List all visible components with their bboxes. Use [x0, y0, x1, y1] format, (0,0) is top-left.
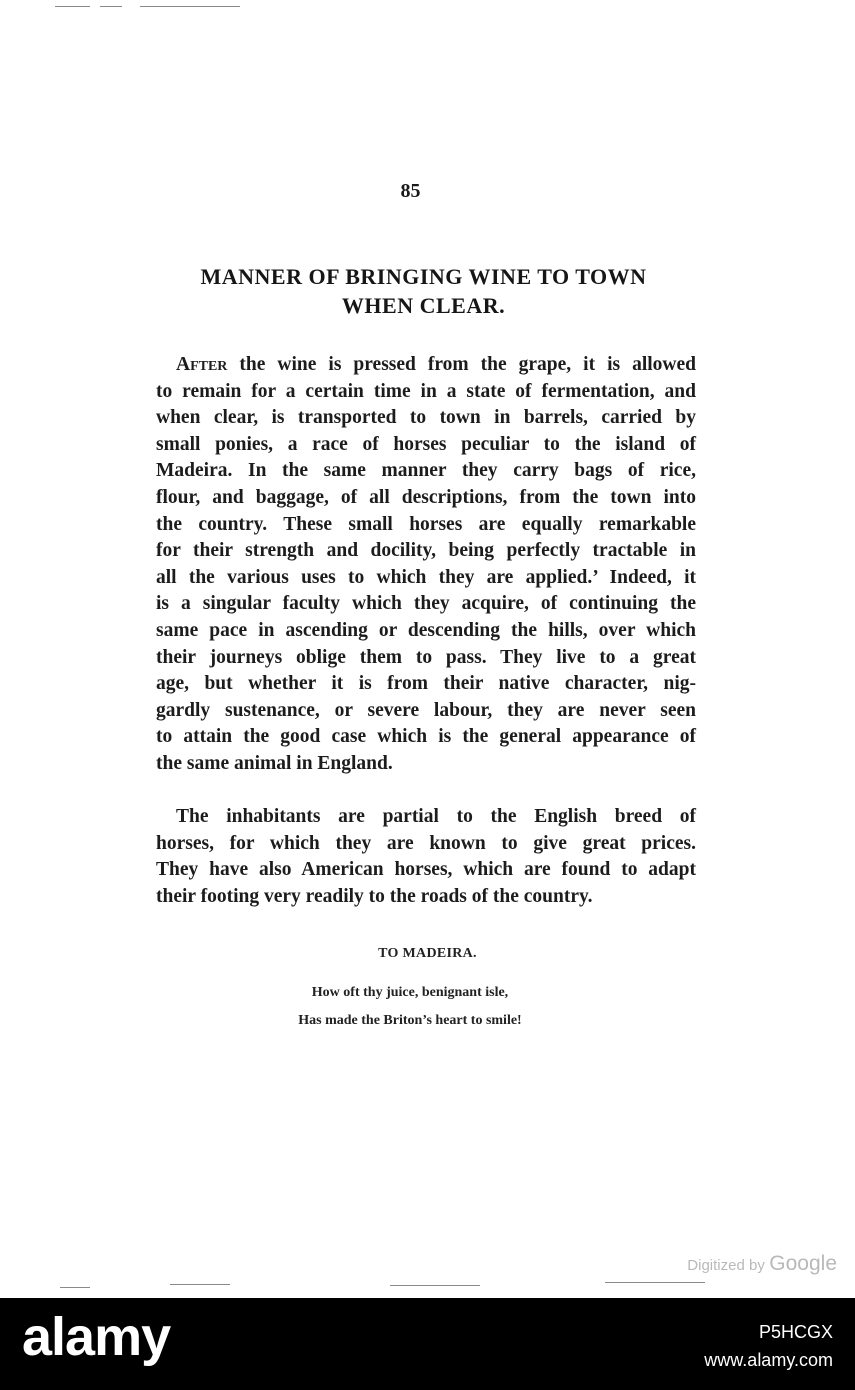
paragraph-line: After the wine is pressed from the grape, it is allowed	[156, 352, 696, 379]
scan-mark	[140, 6, 240, 7]
paragraph-2	[156, 804, 696, 910]
paragraph-1	[156, 352, 696, 778]
title-line: MANNER OF BRINGING WINE TO TOWN	[200, 264, 647, 289]
poem-line: Has made the Briton’s heart to smile!	[298, 1013, 522, 1028]
paragraph-line: Madeira. In the same manner they carry bags of rice,	[156, 460, 696, 482]
paragraph-line: The inhabitants are partial to the English breed of	[176, 806, 696, 827]
paragraph-line: the country. These small horses are equally remarkable	[156, 513, 696, 535]
title-line: WHEN CLEAR.	[341, 293, 506, 318]
paragraph-line: horses, for which they are known to give great prices.	[156, 832, 696, 854]
paragraph-line: same pace in ascending or descending the hills, over which	[156, 619, 696, 641]
paragraph-line: gardly sustenance, or severe labour, they are never seen	[156, 699, 696, 721]
paragraph-line: to remain for a certain time in a state of fermentation, and	[156, 380, 696, 402]
scan-mark	[605, 1282, 705, 1283]
paragraph-line: age, but whether it is from their native character, nig-	[156, 673, 696, 695]
digitized-by-google-watermark	[687, 1252, 837, 1276]
scan-mark	[100, 6, 122, 7]
alamy-logo: alamy	[22, 1307, 171, 1367]
google-brand: Google	[769, 1252, 837, 1275]
scan-mark	[55, 6, 90, 7]
scan-mark	[60, 1287, 90, 1288]
chapter-title	[0, 262, 847, 320]
paragraph-line: their journeys oblige them to pass. They live to a great	[156, 646, 696, 668]
drop-word: After	[176, 354, 228, 375]
paragraph-line: the same animal in England.	[156, 752, 393, 774]
stock-image-id: P5HCGX	[758, 1322, 833, 1342]
site-url: www.alamy.com	[704, 1350, 833, 1370]
scan-mark	[170, 1284, 230, 1285]
poem-title: TO MADEIRA.	[378, 946, 477, 961]
paragraph-line: flour, and baggage, of all descriptions, from the town into	[156, 486, 696, 508]
page-number: 85	[400, 180, 421, 202]
paragraph-line: when clear, is transported to town in barrels, carried by	[156, 407, 696, 429]
paragraph-line: to attain the good case which is the general appearance of	[156, 726, 696, 748]
scan-mark	[390, 1285, 480, 1286]
poem-line: How oft thy juice, benignant isle,	[311, 985, 509, 1000]
paragraph-line: all the various uses to which they are applied.’ Indeed, it	[156, 566, 696, 588]
paragraph-line: for their strength and docility, being perfectly tractable in	[156, 540, 696, 562]
paragraph-line: their footing very readily to the roads of the country.	[156, 885, 593, 907]
paragraph-line: small ponies, a race of horses peculiar to the island of	[156, 433, 696, 455]
digitized-prefix: Digitized by	[687, 1257, 765, 1274]
paragraph-line: They have also American horses, which are found to adapt	[156, 859, 696, 881]
paragraph-line: is a singular faculty which they acquire, of continuing the	[156, 593, 696, 615]
